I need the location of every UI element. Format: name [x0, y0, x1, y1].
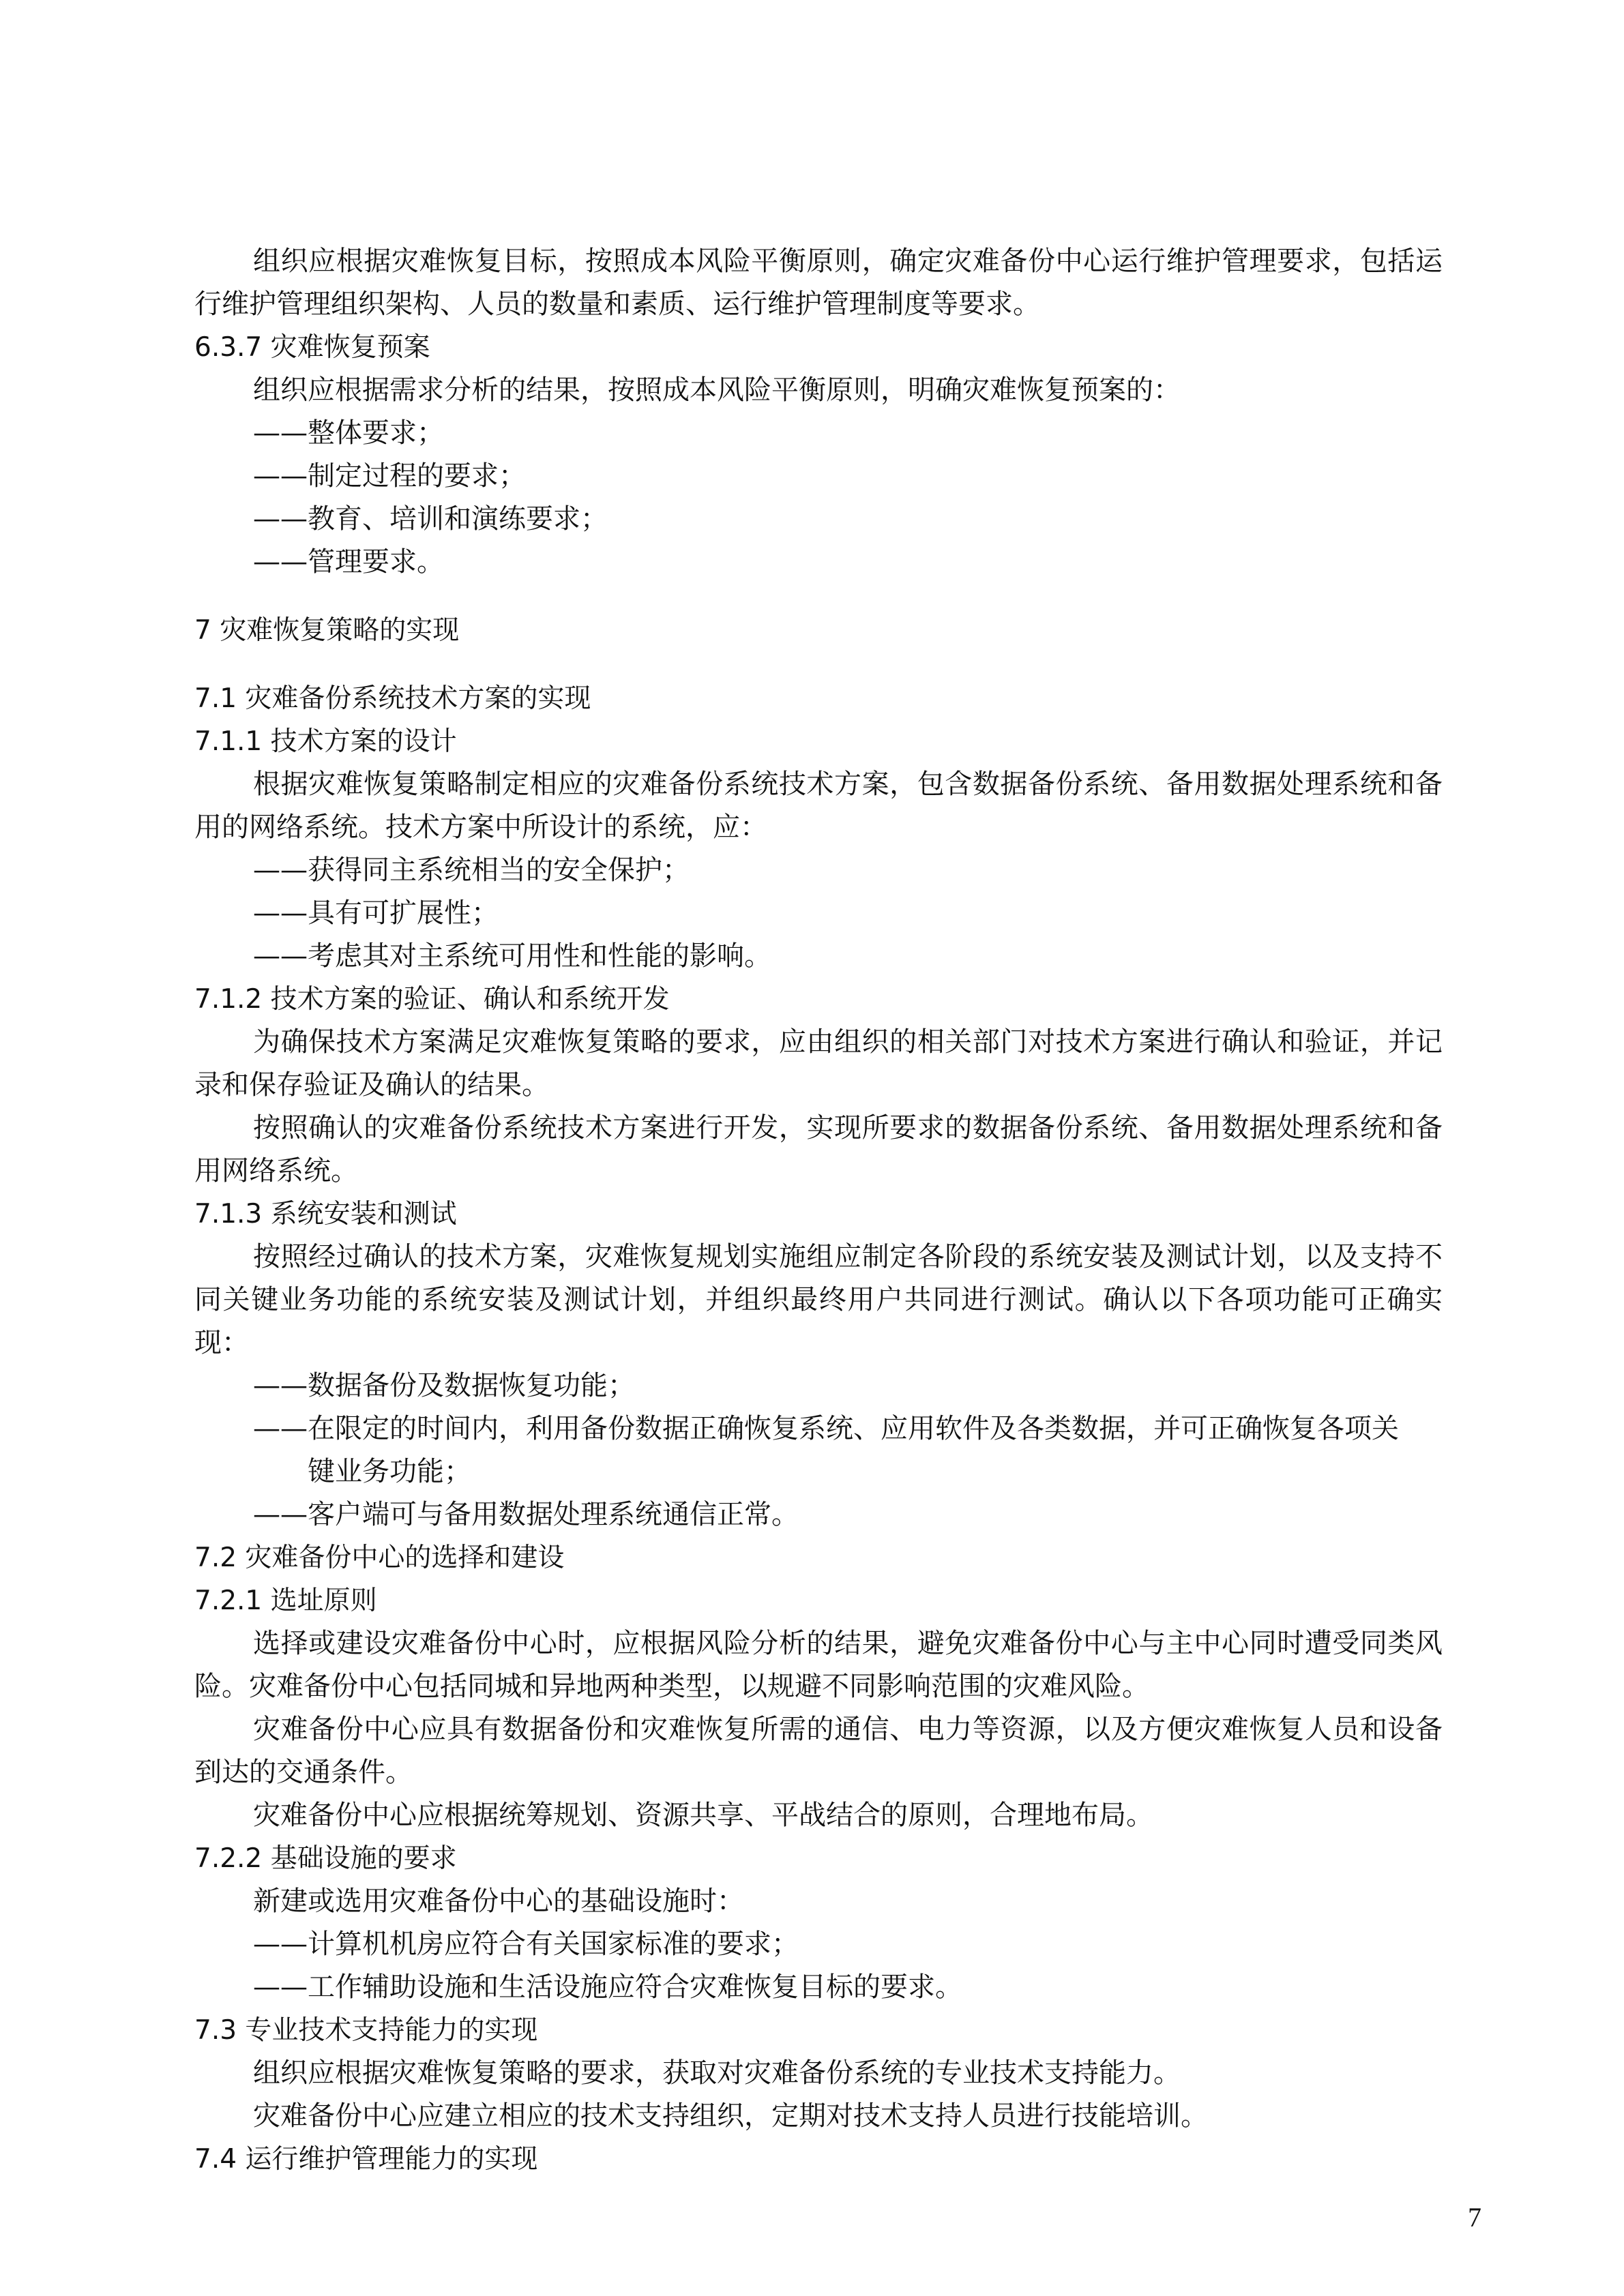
list-item-text: ——客户端可与备用数据处理系统通信正常。	[253, 1499, 799, 1530]
paragraph	[194, 369, 1443, 412]
section-heading-text: 7.1.1 技术方案的设计	[194, 726, 457, 757]
section-heading	[194, 1193, 1443, 1236]
section-heading	[194, 720, 1443, 763]
section-heading	[194, 978, 1443, 1021]
section-heading	[194, 1579, 1443, 1622]
list-item	[194, 1407, 1443, 1493]
list-item	[194, 935, 1443, 978]
list-item-text: ——管理要求。	[253, 546, 444, 578]
paragraph	[194, 2095, 1443, 2138]
paragraph	[194, 240, 1443, 326]
list-item-text: ——在限定的时间内，利用备份数据正确恢复系统、应用软件及各类数据，并可正确恢复各项关	[253, 1413, 1399, 1444]
list-item	[194, 849, 1443, 892]
paragraph	[194, 1880, 1443, 1923]
paragraph	[194, 1794, 1443, 1837]
section-heading-text: 7.3 专业技术支持能力的实现	[194, 2015, 538, 2046]
paragraph-text: 组织应根据灾难恢复策略的要求，获取对灾难备份系统的专业技术支持能力。	[253, 2057, 1181, 2089]
paragraph-text: 为确保技术方案满足灾难恢复策略的要求，应由组织的相关部门对技术方案进行确认和验证，并记录和保存验证及确认的结果。	[194, 1026, 1443, 1101]
section-heading-text: 7.2 灾难备份中心的选择和建设	[194, 1542, 565, 1573]
paragraph-text: 按照确认的灾难备份系统技术方案进行开发，实现所要求的数据备份系统、备用数据处理系统和备用网络系统。	[194, 1112, 1443, 1187]
list-item	[194, 455, 1443, 498]
list-item-text: ——考虑其对主系统可用性和性能的影响。	[253, 940, 771, 972]
list-item-text: ——获得同主系统相当的安全保护；	[253, 854, 690, 886]
document-body	[194, 240, 1443, 2181]
section-heading	[194, 2009, 1443, 2052]
section-heading-text: 7.4 运行维护管理能力的实现	[194, 2144, 538, 2175]
paragraph-text: 根据灾难恢复策略制定相应的灾难备份系统技术方案，包含数据备份系统、备用数据处理系统和备用的网络系统。技术方案中所设计的系统，应：	[194, 769, 1443, 843]
paragraph	[194, 1708, 1443, 1794]
section-heading	[194, 677, 1443, 720]
paragraph	[194, 1021, 1443, 1107]
list-item-continuation: 键业务功能；	[308, 1456, 471, 1487]
list-item-text: ——制定过程的要求；	[253, 460, 526, 492]
paragraph-text: 组织应根据需求分析的结果，按照成本风险平衡原则，明确灾难恢复预案的：	[253, 374, 1181, 406]
paragraph-text: 新建或选用灾难备份中心的基础设施时：	[253, 1885, 744, 1917]
list-item-text: ——计算机机房应符合有关国家标准的要求；	[253, 1928, 799, 1960]
paragraph-text: 组织应根据灾难恢复目标，按照成本风险平衡原则，确定灾难备份中心运行维护管理要求，包括运行维护管理组织架构、人员的数量和素质、运行维护管理制度等要求。	[194, 245, 1443, 320]
paragraph-text: 灾难备份中心应建立相应的技术支持组织，定期对技术支持人员进行技能培训。	[253, 2100, 1208, 2132]
section-heading-text: 6.3.7 灾难恢复预案	[194, 332, 430, 363]
list-item	[194, 498, 1443, 541]
paragraph	[194, 763, 1443, 849]
page-number: 7	[1468, 2202, 1481, 2233]
list-item-text: ——数据备份及数据恢复功能；	[253, 1370, 635, 1401]
list-item-text: ——工作辅助设施和生活设施应符合灾难恢复目标的要求。	[253, 1971, 962, 2003]
section-heading-text: 7.1.3 系统安装和测试	[194, 1199, 457, 1229]
list-item	[194, 1365, 1443, 1407]
section-heading	[194, 2138, 1443, 2181]
paragraph	[194, 1622, 1443, 1708]
section-heading	[194, 1536, 1443, 1579]
section-heading-text: 7.2.1 选址原则	[194, 1585, 377, 1616]
list-item-text: ——具有可扩展性；	[253, 897, 499, 929]
chapter-heading	[194, 609, 1443, 652]
list-item	[194, 1966, 1443, 2009]
paragraph	[194, 2052, 1443, 2095]
list-item	[194, 541, 1443, 584]
paragraph	[194, 1236, 1443, 1365]
paragraph-text: 灾难备份中心应根据统筹规划、资源共享、平战结合的原则，合理地布局。	[253, 1800, 1153, 1831]
paragraph-text: 选择或建设灾难备份中心时，应根据风险分析的结果，避免灾难备份中心与主中心同时遭受同类风险。灾难备份中心包括同城和异地两种类型，以规避不同影响范围的灾难风险。	[194, 1628, 1443, 1702]
chapter-heading-text: 7 灾难恢复策略的实现	[194, 615, 460, 646]
list-item-text: ——教育、培训和演练要求；	[253, 503, 608, 535]
paragraph	[194, 1107, 1443, 1193]
list-item	[194, 412, 1443, 455]
paragraph-text: 灾难备份中心应具有数据备份和灾难恢复所需的通信、电力等资源，以及方便灾难恢复人员和设备到达的交通条件。	[194, 1714, 1443, 1788]
list-item	[194, 1923, 1443, 1966]
paragraph-text: 按照经过确认的技术方案，灾难恢复规划实施组应制定各阶段的系统安装及测试计划，以及支持不同关键业务功能的系统安装及测试计划，并组织最终用户共同进行测试。确认以下各项功能可正确实现：	[194, 1241, 1443, 1358]
section-heading	[194, 326, 1443, 369]
section-heading-text: 7.1.2 技术方案的验证、确认和系统开发	[194, 984, 670, 1015]
list-item	[194, 892, 1443, 935]
list-item	[194, 1493, 1443, 1536]
section-heading-text: 7.1 灾难备份系统技术方案的实现	[194, 683, 591, 714]
list-item-text: ——整体要求；	[253, 417, 444, 449]
section-heading-text: 7.2.2 基础设施的要求	[194, 1843, 457, 1874]
section-heading	[194, 1837, 1443, 1880]
